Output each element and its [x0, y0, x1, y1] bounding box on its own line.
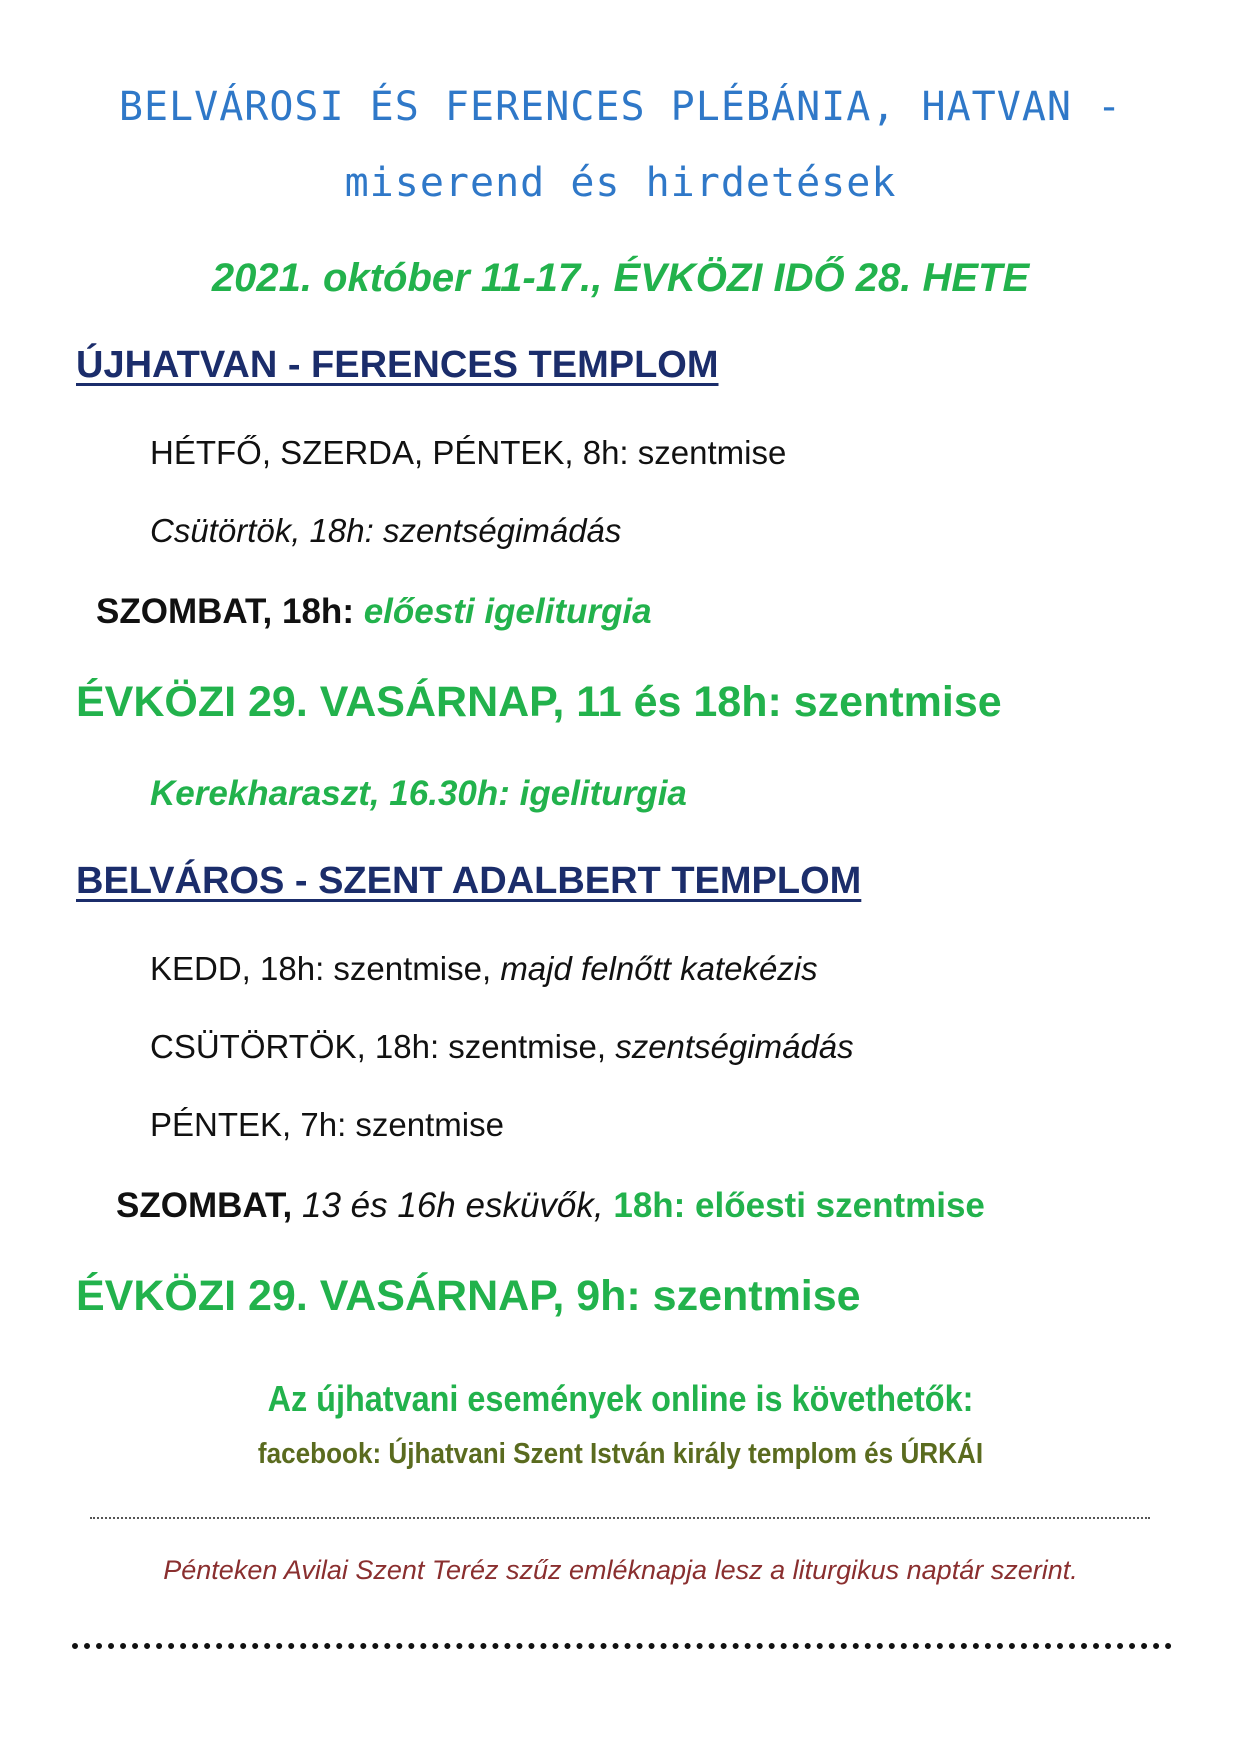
week-date-line: 2021. október 11-17., ÉVKÖZI IDŐ 28. HETE	[211, 256, 1030, 300]
parish-title: BELVÁROSI ÉS FERENCES PLÉBÁNIA, HATVAN -	[118, 84, 1123, 130]
schedule-line: Csütörtök, 18h: szentségimádás	[150, 512, 622, 549]
schedule-text: szentségimádás	[615, 1028, 854, 1065]
event-label: előesti igeliturgia	[363, 592, 652, 631]
schedule-line: PÉNTEK, 7h: szentmise	[150, 1106, 504, 1143]
schedule-text: KEDD, 18h: szentmise,	[150, 950, 492, 987]
schedule-text: majd felnőtt katekézis	[500, 950, 818, 987]
schedule-line-saturday	[96, 592, 652, 632]
day-label: SZOMBAT, 18h:	[96, 592, 354, 631]
schedule-line: HÉTFŐ, SZERDA, PÉNTEK, 8h: szentmise	[150, 434, 787, 471]
schedule-text: 13 és 16h esküvők,	[302, 1186, 604, 1225]
parish-subtitle: miserend és hirdetések	[344, 160, 897, 206]
feast-note: Pénteken Avilai Szent Teréz szűz emléknapja lesz a liturgikus naptár szerint.	[163, 1555, 1078, 1585]
section-heading-belvaros: BELVÁROS - SZENT ADALBERT TEMPLOM	[76, 860, 862, 902]
sunday-line: ÉVKÖZI 29. VASÁRNAP, 9h: szentmise	[76, 1272, 861, 1320]
schedule-text: CSÜTÖRTÖK, 18h: szentmise,	[150, 1028, 607, 1065]
event-label: 18h: előesti szentmise	[613, 1186, 985, 1225]
section-heading-ujhatvan: ÚJHATVAN - FERENCES TEMPLOM	[76, 344, 719, 386]
schedule-line-extra: Kerekharaszt, 16.30h: igeliturgia	[150, 774, 687, 813]
schedule-line	[150, 1028, 854, 1066]
schedule-line	[150, 950, 818, 988]
dotted-divider	[90, 1517, 1150, 1519]
day-label: SZOMBAT,	[116, 1186, 293, 1225]
facebook-notice: facebook: Újhatvani Szent István király templom és ÚRKÁI	[257, 1438, 984, 1470]
sunday-line: ÉVKÖZI 29. VASÁRNAP, 11 és 18h: szentmise	[76, 678, 1002, 726]
schedule-line-saturday	[116, 1186, 985, 1226]
online-notice: Az újhatvani események online is követhetők:	[267, 1378, 974, 1419]
dotted-divider-bold	[72, 1643, 1172, 1649]
